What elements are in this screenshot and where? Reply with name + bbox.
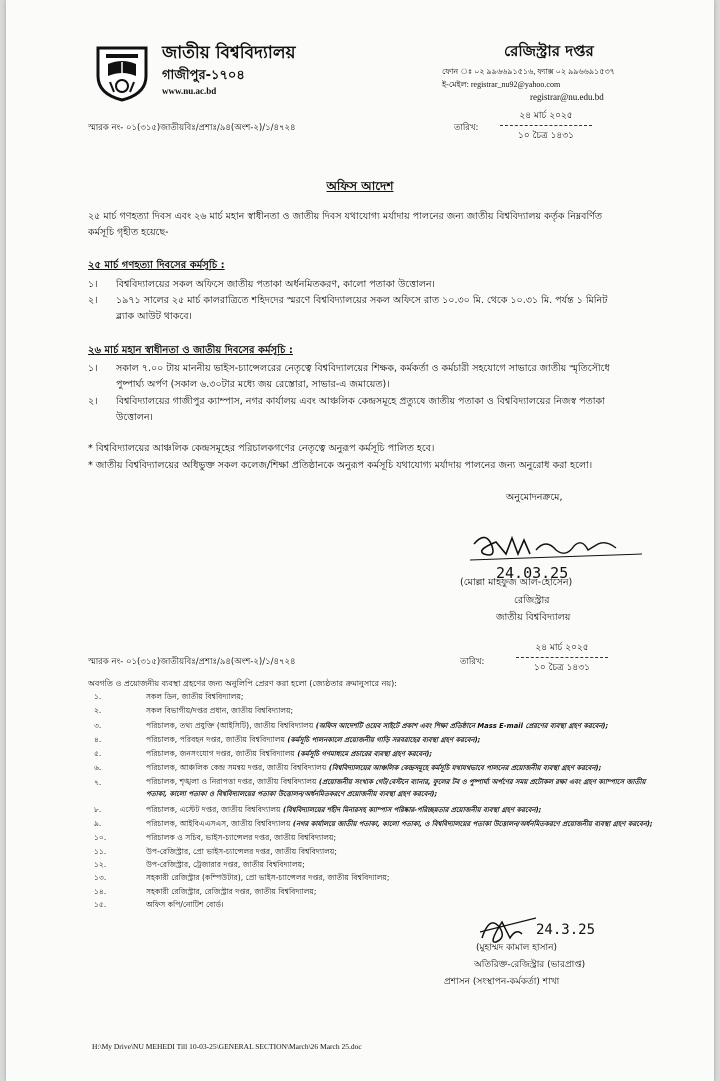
list-item: ১৪. সহকারী রেজিস্ট্রার, রেজিস্ট্রার দপ্তর, জাতীয় বিশ্ববিদ্যালয়; bbox=[94, 886, 317, 896]
distribution-intro: অবগতি ও প্রয়োজনীয় ব্যবস্থা গ্রহণের জন্য অনুলিপি প্রেরণ করা হলো (জ্যেষ্ঠতার ক্রমানুসারে নয়): bbox=[88, 679, 397, 688]
date-bangla-copy: ১০ চৈত্র ১৪৩১ bbox=[534, 663, 590, 673]
list-item: ১২. উপ-রেজিস্ট্রার, ট্রেজারার দপ্তর, জাতীয় বিশ্ববিদ্যালয়; bbox=[94, 859, 305, 869]
section1-title: ২৫ মার্চ গণহত্যা দিবসের কর্মসূচি : bbox=[88, 260, 225, 271]
list-item: ৭. পরিচালক, শৃঙ্খলা ও নিরাপত্তা দপ্তর, জাতীয় বিশ্ববিদ্যালয় (প্রয়োজনীয় সংখ্যক গেট/বেস্টনে ব্যানার, ফুলের টব ও পুষ্পার্ঘ্য অর্পণের সময় প্রটোকল রক্ষা এবং গ্রহণ ক্যাম্পাসে জাতীয় পতাকা, কালো পতাকা ও বিশ্ববিদ্যালয়ের পতাকা উত্তোলন/অর্ধনমিতকরণে প্রয়োজনীয় ব্যবস্থা গ্রহণ করবেন); bbox=[94, 776, 646, 798]
intro-paragraph: ২৫ মার্চ গণহত্যা দিবস এবং ২৬ মার্চ মহান স্বাধীনতা ও জাতীয় দিবস যথাযোগ্য মর্যাদায় পালনের জন্য জাতীয় বিশ্ববিদ্যালয় কর্তৃক নিম্নবর্ণিত কর্মসূচি গৃহীত হয়েছে- bbox=[88, 211, 603, 238]
additional-registrar-title: অতিরিক্ত-রেজিস্ট্রার (ভারপ্রাপ্ত) bbox=[474, 960, 586, 970]
memo-number-copy: স্মারক নং- ০১(৩১৫)জাতীয়বিঃ/প্রশাঃ/৯৪(অংশ-২)/১/৪৭২৪ bbox=[88, 657, 296, 667]
list-item: ৬. পরিচালক, আঞ্চলিক কেন্দ্র সমন্বয় দপ্তর, জাতীয় বিশ্ববিদ্যালয় (বিশ্ববিদ্যালয়ের আঞ্চলিক কেন্দ্রসমূহে কর্মসূচি যথাযথভাবে পালনের প্রয়োজনীয় ব্যবস্থা গ্রহণ করবেন); bbox=[94, 763, 602, 773]
section2-item: ১। সকাল ৭.০০ টায় মাননীয় ভাইস-চ্যান্সেলরের নেতৃত্বে বিশ্ববিদ্যালয়ের শিক্ষক, কর্মকর্তা ও কর্মচারী সহযোগে সাভারে জাতীয় স্মৃতিসৌধে পুষ্পার্ঘ্য অর্পণ (সকাল ৬.৩০টার মধ্যে জয় রেস্তোরা, সাভার-এ জমায়েত)। bbox=[88, 363, 610, 390]
memo-number: স্মারক নং- ০১(৩১৫)জাতীয়বিঃ/প্রশাঃ/৯৪(অংশ-২)/১/৪৭২৪ bbox=[88, 123, 296, 133]
list-item: ৩. পরিচালক, তথ্য প্রযুক্তি (আইসিটি), জাতীয় বিশ্ববিদ্যালয় (অফিস আদেশটি ওয়েব সাইটে প্রকাশ এবং শিক্ষা প্রতিষ্ঠানে Mass E-mail প্রেরণের ব্যবস্থা গ্রহণ করবেন); bbox=[94, 720, 609, 730]
office-name: রেজিস্ট্রার দপ্তর bbox=[504, 42, 594, 60]
section2-title: ২৬ মার্চ মহান স্বাধীনতা ও জাতীয় দিবসের কর্মসূচি : bbox=[88, 345, 293, 356]
date-gregorian: ২৪ মার্চ ২০২৫ bbox=[519, 111, 573, 121]
date-gregorian-copy: ২৪ মার্চ ২০২৫ bbox=[535, 643, 589, 653]
section2-item: ২। বিশ্ববিদ্যালয়ের গাজীপুর ক্যাম্পাস, নগর কার্যালয় এবং আঞ্চলিক কেন্দ্রসমূহে প্রত্যুষে জাতীয় পতাকা ও বিশ্ববিদ্যালয়ের নিজস্ব পতাকা উত্তোলন। bbox=[88, 396, 605, 423]
note-colleges: * জাতীয় বিশ্ববিদ্যালয়ের অধিভুক্ত সকল কলেজ/শিক্ষা প্রতিষ্ঠানকে অনুরূপ কর্মসূচি যথাযোগ্য মর্যাদায় পালনের জন্য অনুরোধ করা হলো। bbox=[88, 460, 593, 471]
date-block bbox=[500, 108, 592, 143]
section1-item: ১। বিশ্ববিদ্যালয়ের সকল অফিসে জাতীয় পতাকা অর্ধনমিতকরণ, কালো পতাকা উত্তোলন। bbox=[88, 279, 435, 290]
additional-registrar-name: (মুহাম্মদ কামাল হাসান) bbox=[476, 943, 557, 953]
list-item: ৮. পরিচালক, এস্টেট দপ্তর, জাতীয় বিশ্ববিদ্যালয় (বিশ্ববিদ্যালয়ের শহীদ মিনারসহ ক্যাম্পাস পরিষ্কার-পরিচ্ছন্নতার প্রয়োজনীয় ব্যবস্থা গ্রহণ করবেন); bbox=[94, 804, 542, 814]
phone-fax: ফোন ঃ ০২ ৯৯৬৬৯১৫১৬, ফ্যাক্স ০২ ৯৯৬৬৯১৫৩৭ bbox=[442, 67, 615, 76]
list-item: ১১. উপ-রেজিস্ট্রার, প্রো ভাইস-চ্যান্সেলর দপ্তর, জাতীয় বিশ্ববিদ্যালয়; bbox=[94, 846, 337, 856]
list-item: ১০. পরিচালক ও সচিব, ভাইস-চ্যান্সেলর দপ্তর, জাতীয় বিশ্ববিদ্যালয়; bbox=[94, 833, 337, 843]
additional-registrar-org: প্রশাসন (সংস্থাপন-কর্মকর্তা) শাখা bbox=[444, 977, 560, 987]
date-bangla: ১০ চৈত্র ১৪৩১ bbox=[518, 131, 574, 141]
file-path-footer: H:\My Drive\NU MEHEDI Till 10-03-25\GENERAL SECTION\March\26 March 25.doc bbox=[92, 1042, 362, 1051]
list-item: ১৫. অফিস কপি/নোটিশ বোর্ড। bbox=[94, 899, 224, 909]
list-item: ২. সকল বিভাগীয়/দপ্তর প্রধান, জাতীয় বিশ্ববিদ্যালয়; bbox=[94, 706, 294, 716]
list-item: ৪. পরিচালক, পরিবহন দপ্তর, জাতীয় বিশ্ববিদ্যালয় (কর্মসূচি পালনকালে প্রয়োজনীয় গাড়ি সরবরাহের ব্যবস্থা গ্রহণ করবেন); bbox=[94, 734, 481, 744]
section1-item: ২। ১৯৭১ সালের ২৫ মার্চ কালরাত্রিতে শহিদদের স্মরণে বিশ্ববিদ্যালয়ের সকল অফিসে রাত ১০.৩০ মি. থেকে ১০.৩১ মি. পর্যন্ত ১ মিনিট ব্ল্যাক আউট থাকবে। bbox=[88, 295, 608, 322]
email-primary: ই-মেইল: registrar_nu92@yahoo.com bbox=[442, 80, 561, 89]
document-page bbox=[6, 0, 714, 1081]
signature-date: 24.03.25 bbox=[496, 564, 569, 582]
list-item: ১. সকল ডিন, জাতীয় বিশ্ববিদ্যালয়; bbox=[94, 692, 244, 701]
approval-text: অনুমোদনক্রমে, bbox=[506, 492, 563, 503]
email-secondary: registrar@nu.edu.bd bbox=[530, 92, 604, 102]
registrar-title: রেজিস্ট্রার bbox=[514, 595, 550, 606]
date-block-copy bbox=[516, 640, 608, 675]
document-title: অফিস আদেশ bbox=[326, 179, 394, 193]
university-logo bbox=[92, 42, 152, 102]
distribution-list bbox=[94, 690, 654, 911]
registrar-signature bbox=[466, 524, 646, 584]
date-label-copy: তারিখ: bbox=[460, 657, 485, 667]
signature-date-2: 24.3.25 bbox=[536, 922, 596, 938]
list-item: ১৩. সহকারী রেজিস্ট্রার (কম্পিউটার), প্রো ভাইস-চ্যান্সেলর দপ্তর, জাতীয় বিশ্ববিদ্যালয়; bbox=[94, 873, 390, 883]
university-city: গাজীপুর-১৭০৪ bbox=[162, 68, 245, 83]
note-regional: * বিশ্ববিদ্যালয়ের আঞ্চলিক কেন্দ্রসমূহের পরিচালকগণের নেতৃত্বে অনুরূপ কর্মসূচি পালিত হবে। bbox=[88, 443, 435, 454]
registrar-name: (মোল্লা মাহফুজ আল-হোসেন) bbox=[460, 577, 573, 588]
date-label: তারিখ: bbox=[454, 123, 479, 133]
list-item: ৯. পরিচালক, আইবিএএসএস, জাতীয় বিশ্ববিদ্যালয় (নগর কার্যালয়ে জাতীয় পতাকা, কালো পতাকা, ও বিশ্ববিদ্যালয়ের পতাকা উত্তোলন/অর্ধনমিতকরণে প্রয়োজনীয় ব্যবস্থা গ্রহণ করবেন); bbox=[94, 819, 653, 829]
university-website: www.nu.ac.bd bbox=[162, 86, 217, 96]
list-item: ৫. পরিচালক, জনসংযোগ দপ্তর, জাতীয় বিশ্ববিদ্যালয় (কর্মসূচি গণমাধ্যমে প্রচারের ব্যবস্থা গ্রহণ করবেন); bbox=[94, 749, 433, 759]
university-name: জাতীয় বিশ্ববিদ্যালয় bbox=[162, 43, 296, 63]
registrar-org: জাতীয় বিশ্ববিদ্যালয় bbox=[496, 612, 571, 623]
